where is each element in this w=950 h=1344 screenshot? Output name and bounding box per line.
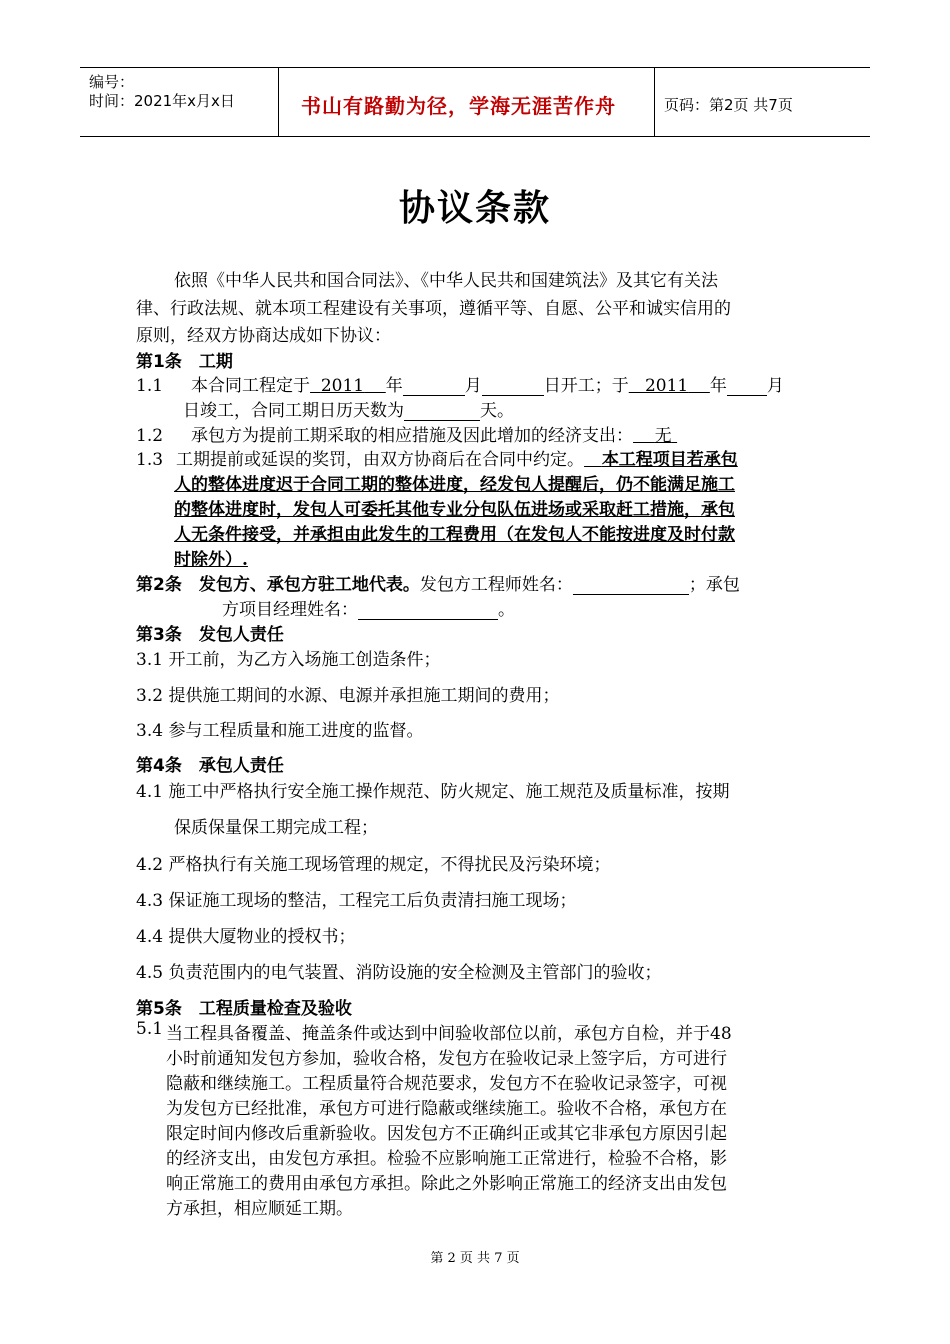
- clause-1-2: [136, 421, 677, 446]
- clause-1-1-line-2: [183, 396, 514, 421]
- clause-text: 。: [498, 600, 515, 620]
- list-item: 4.5 负责范围内的电气装置、消防设施的安全检测及主管部门的验收；: [136, 963, 662, 983]
- start-year: 2011: [320, 376, 365, 396]
- article-2-heading: 第2条 发包方、承包方驻工地代表。: [136, 575, 420, 595]
- clause-number: 1.1: [136, 376, 164, 396]
- clause-5-1-line: 小时前通知发包方参加，验收合格，发包方在验收记录上签字后，方可进行: [166, 1049, 727, 1069]
- page-footer: 第 2 页 共 7 页: [430, 1251, 520, 1266]
- engineer-name-field: [573, 577, 689, 595]
- clause-text: ；承包: [688, 575, 740, 595]
- clause-text: 工期提前或延误的奖罚，由双方协商后在合同中约定。: [176, 450, 585, 470]
- list-item: 3.1 开工前，为乙方入场施工创造条件；: [136, 650, 441, 670]
- clause-5-1-line: 的经济支出，由发包方承担。检验不应影响施工正常进行，检验不合格，影: [166, 1149, 727, 1169]
- clause-text: 本合同工程定于: [191, 376, 311, 396]
- list-item-continuation: 保质保量保工期完成工程；: [174, 818, 378, 838]
- clause-5-1-line: 限定时间内修改后重新验收。因发包方不正确纠正或其它非承包方原因引起: [166, 1124, 727, 1144]
- list-item: 4.2 严格执行有关施工现场管理的规定，不得扰民及污染环境；: [136, 855, 611, 875]
- clause-text: 发包方工程师姓名：: [419, 575, 573, 595]
- expense-value: 无: [654, 426, 672, 446]
- article-3-heading: 第3条 发包人责任: [136, 625, 284, 645]
- header-divider: [654, 68, 655, 136]
- article-1-heading: 第1条 工期: [136, 352, 233, 372]
- clause-5-1-line: 当工程具备覆盖、掩盖条件或达到中间验收部位以前，承包方自检，并于48: [166, 1024, 732, 1044]
- document-title: 协议条款: [398, 187, 551, 229]
- article-5-heading: 第5条 工程质量检查及验收: [136, 999, 352, 1019]
- blank-field: [482, 378, 544, 396]
- header-number-label: 编号：: [89, 73, 135, 91]
- intro-line: 原则，经双方协商达成如下协议：: [136, 326, 391, 346]
- blank-field: [403, 378, 465, 396]
- penalty-clause-bold: 的整体进度时，发包人可委托其他专业分包队伍进场或采取赶工措施，承包: [174, 500, 735, 520]
- clause-text: 日竣工，合同工期日历天数为: [183, 401, 404, 421]
- header-divider: [278, 68, 279, 136]
- penalty-clause-bold: 人的整体进度迟于合同工期的整体进度，经发包人提醒后，仍不能满足施工: [174, 475, 735, 495]
- clause-text: 方项目经理姓名：: [222, 600, 358, 620]
- penalty-clause-bold: 时除外）.: [174, 550, 248, 570]
- clause-number: 1.3: [136, 450, 164, 470]
- intro-line: 律、行政法规、就本项工程建设有关事项，遵循平等、自愿、公平和诚实信用的: [136, 299, 731, 319]
- clause-text: 天。: [480, 401, 514, 421]
- list-item: 3.4 参与工程质量和施工进度的监督。: [136, 721, 424, 741]
- clause-5-1-line: 为发包方已经批准，承包方可进行隐蔽或继续施工。验收不合格，承包方在: [166, 1099, 727, 1119]
- header-page-info: 页码：第2页 共7页: [664, 96, 793, 114]
- clause-5-1-line: 隐蔽和继续施工。工程质量符合规范要求，发包方不在验收记录签字，可视: [166, 1074, 727, 1094]
- clause-5-1-number: 5.1: [136, 1019, 164, 1039]
- penalty-clause-bold: 本工程项目若承包: [601, 450, 738, 470]
- blank-field: [727, 378, 767, 396]
- penalty-clause-bold: 人无条件接受，并承担由此发生的工程费用（在发包人不能按进度及时付款: [174, 525, 735, 545]
- blank-field: [404, 403, 480, 421]
- manager-name-field: [358, 602, 498, 620]
- intro-line: 依照《中华人民共和国合同法》、《中华人民共和国建筑法》及其它有关法: [174, 271, 718, 291]
- clause-5-1-line: 响正常施工的费用由承包方承担。除此之外影响正常施工的经济支出由发包: [166, 1174, 727, 1194]
- clause-text: 月: [464, 376, 482, 396]
- list-item: 4.4 提供大厦物业的授权书；: [136, 927, 356, 947]
- header-motto: 书山有路勤为径，学海无涯苦作舟: [301, 94, 616, 118]
- clause-5-1-line: 方承担，相应顺延工期。: [166, 1199, 353, 1219]
- article-2-line: [136, 570, 740, 595]
- clause-text: 承包方为提前工期采取的相应措施及因此增加的经济支出：: [191, 426, 634, 446]
- list-item: 4.1 施工中严格执行安全施工操作规范、防火规定、施工规范及质量标准，按期: [136, 782, 730, 802]
- clause-number: 1.2: [136, 426, 164, 446]
- list-item: 3.2 提供施工期间的水源、电源并承担施工期间的费用；: [136, 686, 560, 706]
- clause-1-1-line: [136, 371, 784, 396]
- article-2-line-2: [222, 595, 515, 620]
- clause-1-3-line: [136, 445, 738, 470]
- clause-text: 日开工；于: [543, 376, 629, 396]
- clause-text: 年: [385, 376, 403, 396]
- list-item: 4.3 保证施工现场的整洁，工程完工后负责清扫施工现场；: [136, 891, 577, 911]
- article-4-heading: 第4条 承包人责任: [136, 756, 284, 776]
- clause-text: 年: [709, 376, 727, 396]
- clause-text: 月: [766, 376, 784, 396]
- header-date-label: 时间：2021年x月x日: [89, 92, 235, 110]
- end-year: 2011: [644, 376, 689, 396]
